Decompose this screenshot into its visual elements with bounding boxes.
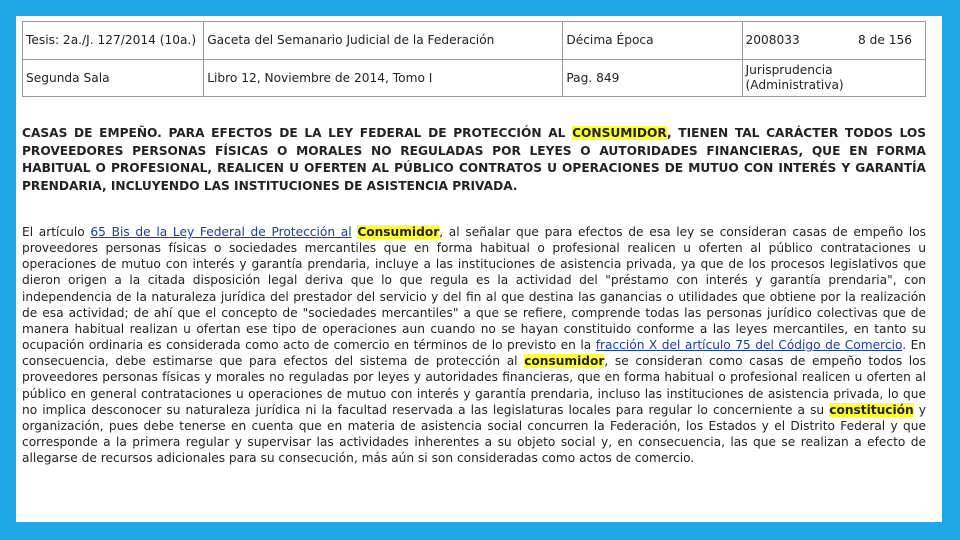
metadata-row	[23, 22, 926, 60]
epoch-cell: Décima Época	[563, 22, 742, 60]
rubro-text: CASAS DE EMPEÑO. PARA EFECTOS DE LA LEY FEDERAL DE PROTECCIÓN AL	[22, 126, 573, 140]
law-article-link[interactable]: 65 Bis de la Ley Federal de Protección al	[90, 225, 352, 239]
chamber-cell: Segunda Sala	[23, 60, 204, 97]
rubro-heading	[22, 125, 926, 195]
tesis-cell: Tesis: 2a./J. 127/2014 (10a.)	[23, 22, 204, 60]
metadata-table	[22, 21, 926, 97]
publication-cell: Gaceta del Semanario Judicial de la Federación	[204, 22, 563, 60]
body-text: El artículo	[22, 225, 91, 239]
page-count: 8 de 156	[858, 33, 912, 47]
body-text: , se consideran como casas de empeño todos los proveedores personas físicas y morales no reguladas por leyes y autoridades financieras, que en forma habitual o profesional realicen u oferten al público en general contrataciones u operaciones de mutuo con interés y garantía prendaria, incluso las instituciones de asistencia privada, lo que no implica desconocer su naturaleza jurídica ni la facultad reservada a las legislaturas locales para regular lo concerniente a su	[22, 354, 926, 417]
body-text: . En consecuencia, debe estimarse que para efectos del sistema de protección al	[22, 338, 926, 369]
document-page	[16, 16, 942, 522]
highlighted-term: consumidor	[524, 354, 605, 369]
registry-number: 2008033	[745, 33, 800, 47]
registry-cell	[742, 22, 926, 60]
body-text: , al señalar que para efectos de esa ley se consideran casas de empeño los proveedores personas físicas o sociedades mercantiles que en forma habitual o profesional realicen u oferten al público contrataciones u operaciones de mutuo con interés y garantía prendaria, incluye a las instituciones de asistencia privada, ya que de los procesos legislativos que dieron origen a la citada disposición legal deriva que lo que regula es la actividad del "préstamo con interés y garantía prendaria", con independencia de la naturaleza jurídica del prestador del servicio y del fin al que destina las ganancias o utilidades que obtiene por la realización de esa actividad; de ahí que el concepto de "sociedades mercantiles" a que se refiere, comprende todas las personas jurídico colectivas que de manera habitual realizan u ofertan ese tipo de operaciones aun cuando no se hayan constituido conforme a las leyes mercantiles, en tanto su ocupación ordinaria es considerada como acto de comercio en términos de lo previsto en la	[22, 225, 926, 353]
thesis-body	[22, 224, 926, 466]
metadata-row	[23, 60, 926, 97]
rubro-text: , TIENEN TAL CARÁCTER TODOS LOS PROVEEDORES PERSONAS FÍSICAS O MORALES NO REGULADAS POR LEYES O AUTORIDADES FINANCIERAS, QUE EN FORMA HABITUAL O PROFESIONAL, REALICEN U OFERTEN AL PÚBLICO CONTRATOS U OPERACIONES DE MUTUO CON INTERÉS Y GARANTÍA PRENDARIA, INCLUYENDO LAS INSTITUCIONES DE ASISTENCIA PRIVADA.	[22, 126, 926, 193]
commerce-code-link[interactable]: fracción X del artículo 75 del Código de Comercio	[595, 338, 903, 353]
highlighted-term: constitución	[829, 402, 914, 417]
page-cell: Pag. 849	[563, 60, 742, 97]
book-cell: Libro 12, Noviembre de 2014, Tomo I	[204, 60, 563, 97]
type-cell: Jurisprudencia (Administrativa)	[742, 60, 926, 97]
body-text: y organización, pues debe tenerse en cuenta que en materia de asistencia social concurren la Federación, los Estados y el Distrito Federal y que corresponde a la primera regular y supervisar las actividades inherentes a su objeto social y, en consecuencia, las que se realizan a efecto de allegarse de recursos adicionales para su consecución, más aún si son consideradas como actos de comercio.	[22, 402, 926, 466]
highlighted-term: Consumidor	[357, 225, 440, 239]
highlighted-term: CONSUMIDOR	[572, 126, 667, 140]
